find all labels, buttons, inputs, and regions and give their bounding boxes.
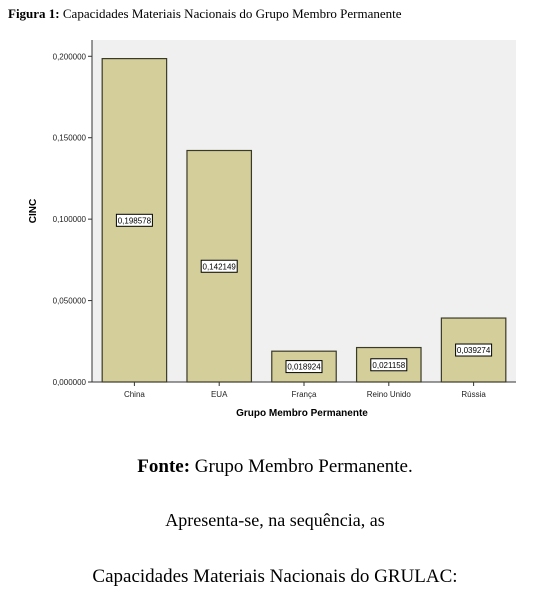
caption-prefix: Figura 1: (8, 6, 60, 21)
caption-text: Capacidades Materiais Nacionais do Grupo Membro Permanente (62, 6, 402, 21)
y-axis (53, 40, 92, 387)
x-tick-label: Reino Unido (366, 390, 411, 399)
data-label: 0,018924 (287, 362, 321, 372)
y-tick-label: 0,200000 (52, 52, 86, 62)
x-axis (92, 382, 516, 399)
y-axis-title: CINC (28, 198, 39, 224)
y-tick-label: 0,050000 (52, 296, 86, 306)
y-tick-label: 0,100000 (52, 215, 86, 225)
source-prefix: Fonte: (137, 456, 191, 477)
x-tick-label: Rússia (461, 390, 486, 399)
data-label: 0,198578 (117, 216, 152, 226)
x-tick-label: EUA (210, 390, 228, 399)
x-axis-title: Grupo Membro Permanente (236, 408, 368, 419)
x-tick-label: China (123, 390, 145, 399)
data-label: 0,142149 (202, 262, 236, 272)
source-text: Grupo Membro Permanente. (194, 456, 413, 477)
body-line-1: Apresenta-se, na sequência, as (165, 510, 385, 530)
y-tick-label: 0,150000 (52, 133, 86, 143)
data-label: 0,039274 (456, 346, 491, 356)
data-label: 0,021158 (372, 360, 406, 370)
x-tick-label: França (291, 390, 317, 399)
body-line-2: Capacidades Materiais Nacionais do GRULAC: (92, 566, 458, 587)
source-line (0, 456, 550, 478)
y-tick-label: 0,000000 (52, 378, 86, 387)
